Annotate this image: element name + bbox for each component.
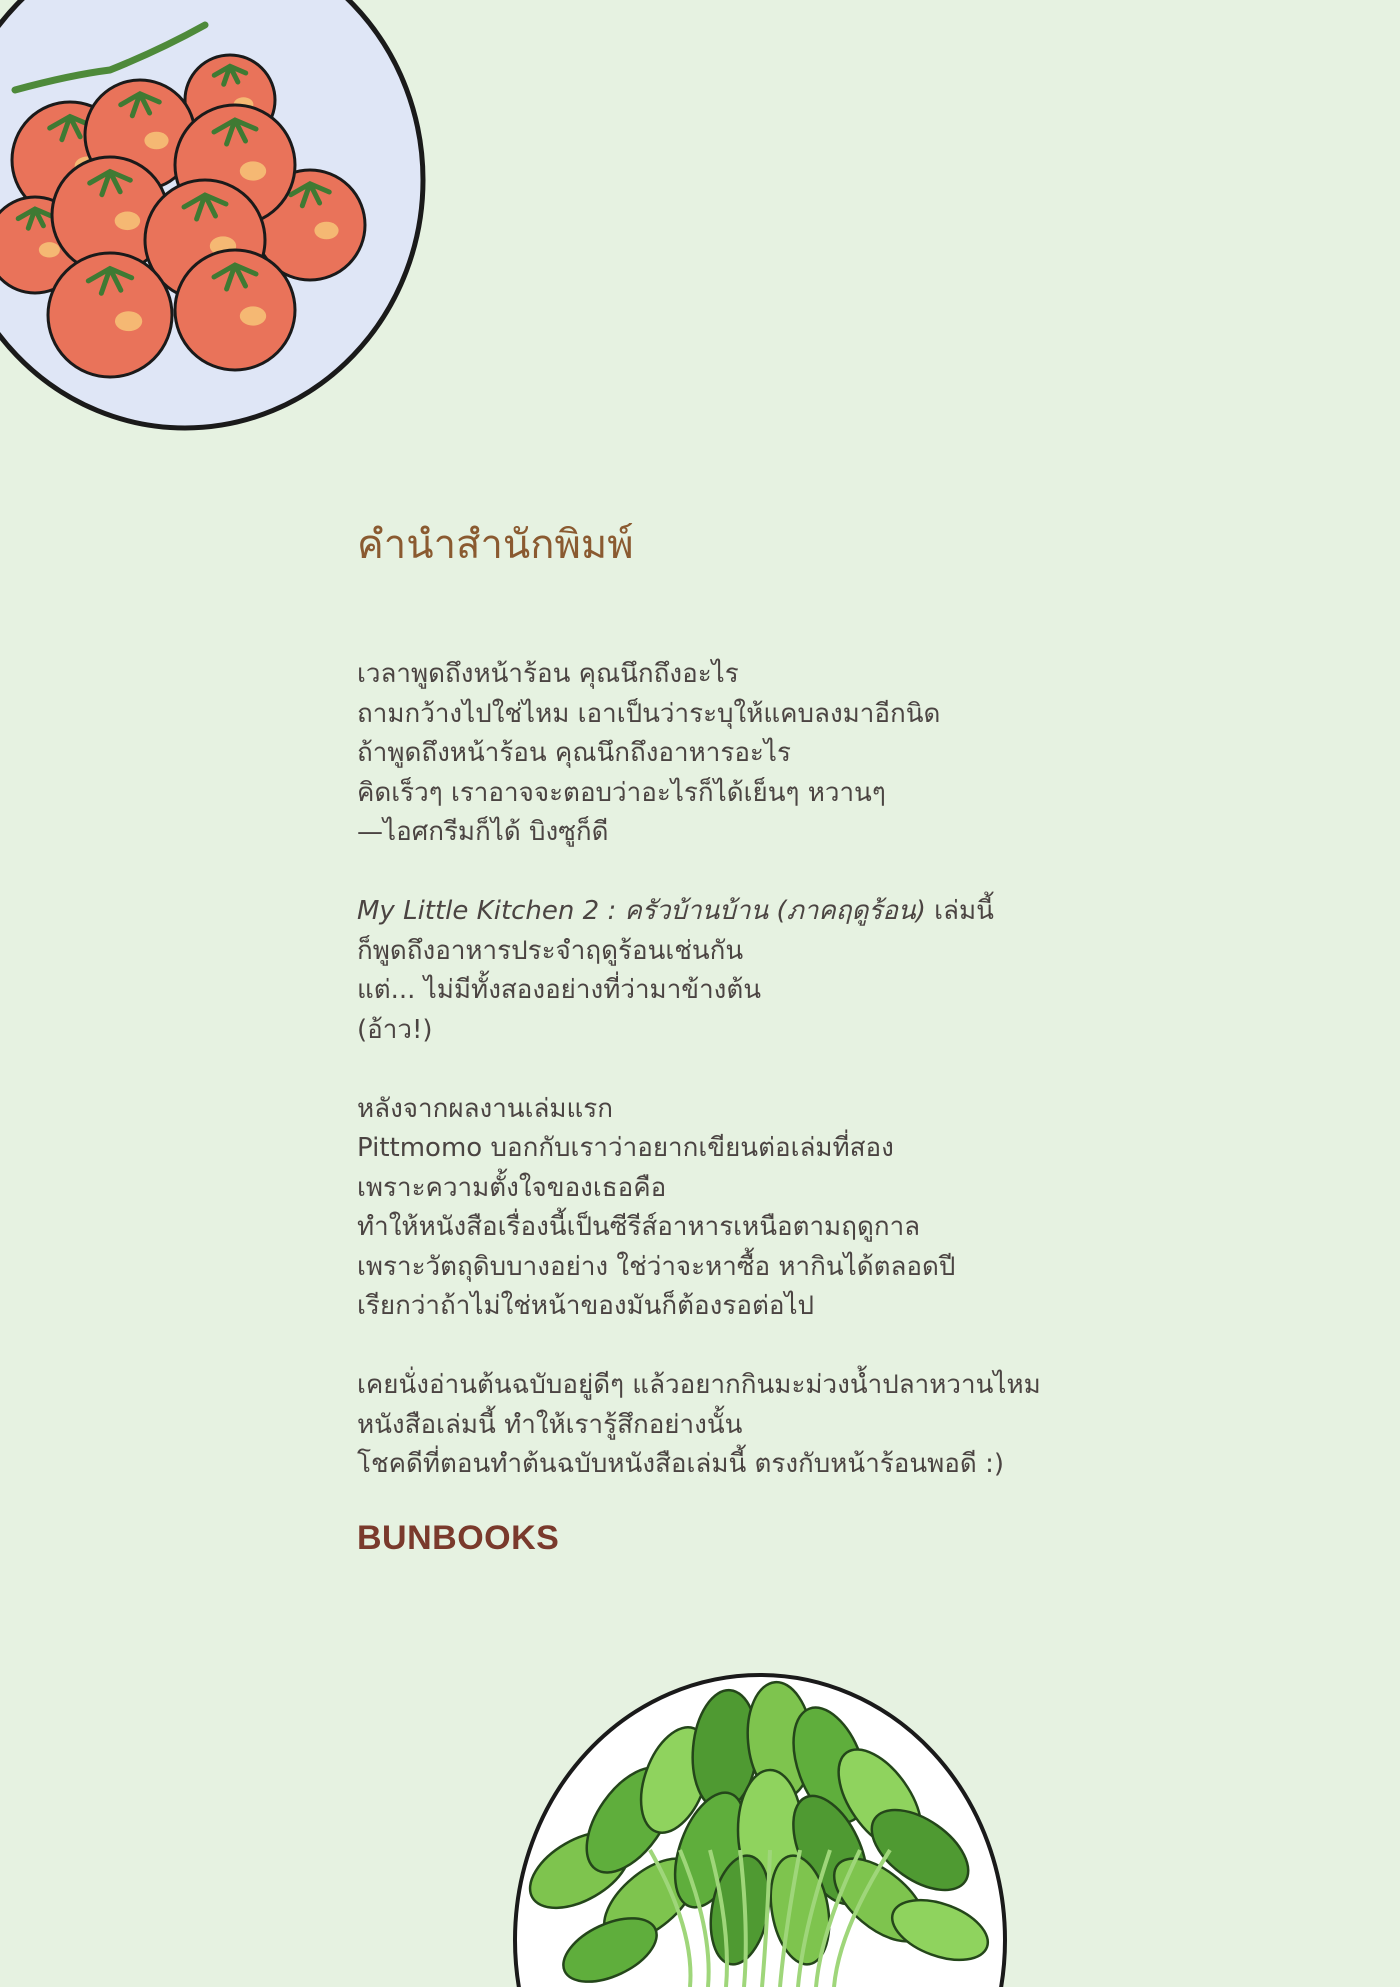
text-line: เวลาพูดถึงหน้าร้อน คุณนึกถึงอะไร <box>357 659 739 689</box>
text-line: โชคดีที่ตอนทำต้นฉบับหนังสือเล่มนี้ ตรงกับหน้าร้อนพอดี :) <box>357 1449 1004 1479</box>
text-line: ก็พูดถึงอาหารประจำฤดูร้อนเช่นกัน <box>357 935 744 966</box>
text-line: ทำให้หนังสือเรื่องนี้เป็นซีรีส์อาหารเหนือตามฤดูกาล <box>357 1212 921 1242</box>
text-fragment: เล่มนี้ <box>925 896 994 926</box>
text-line: ถ้าพูดถึงหน้าร้อน คุณนึกถึงอาหารอะไร <box>357 738 791 768</box>
text-line: ถามกว้างไปใช่ไหม เอาเป็นว่าระบุให้แคบลงมาอีกนิด <box>357 698 941 729</box>
tomato-highlight <box>240 306 266 325</box>
paragraph-1 <box>357 655 1257 853</box>
page-title: คำนำสำนักพิมพ์ <box>357 522 634 568</box>
paragraph-2 <box>357 892 1257 1050</box>
preface-body <box>357 655 1257 1485</box>
tomato-highlight <box>115 212 141 231</box>
paragraph-4 <box>357 1366 1257 1485</box>
text-line: เพราะความตั้งใจของเธอคือ <box>357 1172 667 1203</box>
text-line: แต่... ไม่มีทั้งสองอย่างที่ว่ามาข้างต้น <box>357 975 762 1005</box>
text-line: เรียกว่าถ้าไม่ใช่หน้าของมันก็ต้องรอต่อไป <box>357 1291 815 1321</box>
preface-page <box>357 515 1257 1558</box>
tomato-highlight <box>144 132 168 150</box>
tomato-plate-illustration <box>0 0 440 440</box>
text-line <box>357 892 1257 932</box>
text-line: คิดเร็วๆ เราอาจจะตอบว่าอะไรก็ได้เย็นๆ หวานๆ <box>357 777 886 808</box>
paragraph-3 <box>357 1090 1257 1327</box>
text-line: (อ้าว!) <box>357 1014 433 1045</box>
tomato-highlight <box>115 311 142 331</box>
text-line: —ไอศกรีมก็ได้ บิงซูก็ดี <box>357 817 609 847</box>
publisher-signature: BUNBOOKS <box>357 1518 560 1557</box>
tomato-highlight <box>314 222 338 240</box>
book-title: My Little Kitchen 2 : ครัวบ้านบ้าน (ภาคฤดูร้อน) <box>357 896 926 926</box>
text-line: หนังสือเล่มนี้ ทำให้เรารู้สึกอย่างนั้น <box>357 1409 743 1440</box>
greens-plate-illustration <box>500 1670 1020 1987</box>
text-line: เคยนั่งอ่านต้นฉบับอยู่ดีๆ แล้วอยากกินมะม่วงน้ำปลาหวานไหม <box>357 1370 1041 1400</box>
text-line: หลังจากผลงานเล่มแรก <box>357 1093 614 1124</box>
text-line: Pittmomo บอกกับเราว่าอยากเขียนต่อเล่มที่สอง <box>357 1133 894 1163</box>
tomato-highlight <box>39 242 60 257</box>
tomato-highlight <box>240 161 266 180</box>
text-line: เพราะวัตถุดิบบางอย่าง ใช่ว่าจะหาซื้อ หากินได้ตลอดปี <box>357 1251 956 1282</box>
